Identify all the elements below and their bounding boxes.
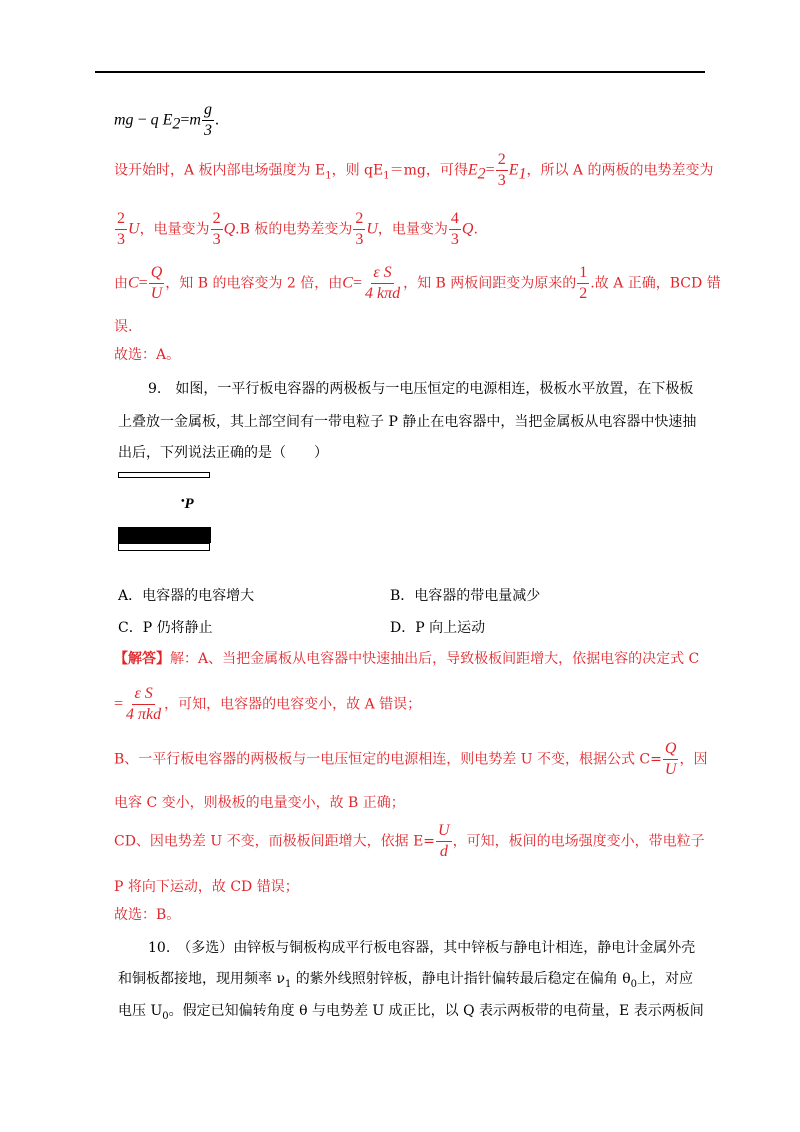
text: ，知 B 两板间距变为原来的 (403, 275, 577, 292)
lower-plate (118, 543, 210, 551)
text: 解：A、当把金属板从电容器中快速抽出后，导致极板间距增大，依据电容的决定式 C (170, 651, 700, 667)
fraction-1-2 (577, 265, 589, 302)
text: ，可知，电容器的电容变小，故 A 错误； (164, 696, 422, 713)
text: ，电量变为 (139, 221, 210, 238)
subscript: 2 (477, 165, 486, 183)
text: ，则 qE (331, 162, 384, 179)
option-c: C．P 仍将静止 (118, 620, 213, 636)
numerator: 1 (577, 265, 589, 284)
eq-text: . (214, 111, 219, 129)
solution-9-line-3 (114, 741, 707, 778)
eq-text: q E (150, 111, 173, 129)
subscript: 1 (383, 170, 390, 182)
equation-mg-qE2 (114, 102, 219, 139)
text: 。假定已知偏转角度 θ 与电势差 U 成正比，以 Q 表示两板带的电荷量，E 表示两板间 (168, 1003, 704, 1019)
denominator: 3 (212, 231, 221, 248)
eq-text: = (180, 111, 190, 129)
numerator: ε S (132, 686, 154, 705)
denominator: 3 (450, 231, 459, 248)
fraction-2-3 (353, 211, 365, 248)
question-9-line-3: 出后，下列说法正确的是（ ） (118, 445, 328, 461)
fraction-Q-U (663, 741, 679, 778)
numerator: Q (149, 265, 165, 284)
option-a: A．电容器的电容增大 (118, 588, 255, 604)
text: .故 A 正确，BCD 错 (590, 275, 721, 292)
numerator: 2 (115, 211, 127, 230)
eq-text: m (189, 111, 201, 129)
eq-text: Q (461, 220, 474, 238)
answer-line: 故选：B。 (114, 907, 181, 923)
subscript: 0 (630, 978, 638, 990)
solution-9-line-4: 电容 C 变小，则极板的电量变小，故 B 正确； (114, 795, 405, 811)
text: B、一平行板电容器的两极板与一电压恒定的电源相连，则电势差 U 不变，根据公式 C= (114, 751, 662, 768)
subscript: 0 (162, 1010, 169, 1022)
eq-text: C (128, 274, 139, 292)
eq-text: U (366, 220, 378, 238)
text: ，知 B 的电容变为 2 倍，由 (165, 275, 343, 292)
eq-text: Q (223, 220, 236, 238)
eq-text: U (128, 220, 140, 238)
eq-text: = (138, 274, 148, 292)
text: ，因 (679, 751, 708, 768)
text: ＝mg，可得 (389, 162, 468, 179)
eq-text: − (133, 111, 151, 129)
eq-text: 2 (172, 115, 181, 133)
text: 设开始时，A 板内部电场强度为 E (114, 162, 326, 179)
numerator: Q (663, 741, 679, 760)
numerator: 2 (496, 152, 508, 171)
eq-text: E (508, 161, 519, 179)
subscript: 1 (284, 978, 292, 990)
header-rule (95, 71, 705, 73)
numerator: g (202, 102, 214, 121)
fraction-epsS-4pikd (124, 686, 163, 723)
question-10-line-3 (118, 1000, 704, 1022)
text: ，所以 A 的两板的电势差变为 (526, 162, 714, 179)
solution-tag: 【解答】 (114, 651, 170, 667)
numerator: U (436, 823, 452, 842)
eq-text: C (342, 274, 353, 292)
fraction-Q-U (149, 265, 165, 302)
numerator: 4 (449, 211, 461, 230)
particle-label: P (184, 496, 194, 512)
denominator: 3 (497, 172, 506, 189)
fraction-g-3 (202, 102, 214, 139)
question-10-line-1: 10. （多选）由锌板与铜板构成平行板电容器，其中锌板与静电计相连，静电计金属外壳 (148, 940, 696, 956)
denominator: 3 (355, 231, 364, 248)
fraction-4-3 (449, 211, 461, 248)
solution-9-line-2 (114, 686, 421, 723)
fraction-2-3 (496, 152, 508, 189)
paragraph-continuation: 误. (114, 319, 133, 335)
fraction-2-3 (211, 211, 223, 248)
text: 上，对应 (637, 971, 694, 987)
eq-text: = (114, 695, 124, 713)
option-d: D．P 向上运动 (390, 620, 486, 636)
denominator: 4 kπd (364, 285, 401, 302)
eq-text: mg (114, 111, 134, 129)
eq-text: E (467, 161, 478, 179)
text: 电压 U (118, 1003, 163, 1019)
question-10-line-2 (118, 968, 693, 990)
text: 的紫外线照射锌板，静电计指针偏转最后稳定在偏角 θ (291, 971, 631, 987)
solution-9-line-6: P 将向下运动，故 CD 错误； (114, 879, 299, 895)
answer-line: 故选：A。 (114, 347, 181, 363)
denominator: U (664, 761, 677, 778)
text: . (473, 221, 478, 238)
text: 由 (114, 275, 128, 292)
denominator: d (439, 843, 448, 860)
fraction-2-3 (115, 211, 127, 248)
solution-9-line-5 (114, 823, 705, 860)
upper-plate (118, 472, 210, 478)
text: ，电量变为 (377, 221, 448, 238)
eq-text: = (485, 161, 495, 179)
paragraph-initial-field (114, 152, 713, 189)
denominator: U (150, 285, 163, 302)
metal-plate (118, 527, 211, 543)
paragraph-potential-change (114, 211, 478, 248)
fraction-epsS-4kpid (363, 265, 402, 302)
particle-p: •P (181, 496, 194, 512)
option-b: B．电容器的带电量减少 (390, 588, 541, 604)
paragraph-capacitance (114, 265, 721, 302)
text: 和铜板都接地，现用频率 ν (118, 971, 285, 987)
solution-9-line-1 (114, 648, 699, 668)
numerator: ε S (371, 265, 393, 284)
denominator: 2 (579, 285, 588, 302)
numerator: 2 (211, 211, 223, 230)
subscript: 1 (518, 165, 527, 183)
denominator: 3 (117, 231, 125, 248)
numerator: 2 (353, 211, 365, 230)
denominator: 4 πkd (126, 706, 162, 723)
text: CD、因电势差 U 不变，而极板间距增大，依据 E= (114, 833, 436, 850)
text: .B 板的电势差变为 (235, 221, 353, 238)
question-9-line-1: 9. 如图，一平行板电容器的两极板与一电压恒定的电源相连，极板水平放置，在下极板 (148, 381, 694, 397)
eq-text: = (352, 274, 362, 292)
denominator: 3 (203, 122, 212, 139)
subscript: 1 (325, 170, 332, 182)
fraction-U-d (436, 823, 452, 860)
text: ，可知，板间的电场强度变小，带电粒子 (452, 833, 705, 850)
question-9-line-2: 上叠放一金属板，其上部空间有一带电粒子 P 静止在电容器中，当把金属板从电容器中快速抽 (118, 414, 697, 430)
